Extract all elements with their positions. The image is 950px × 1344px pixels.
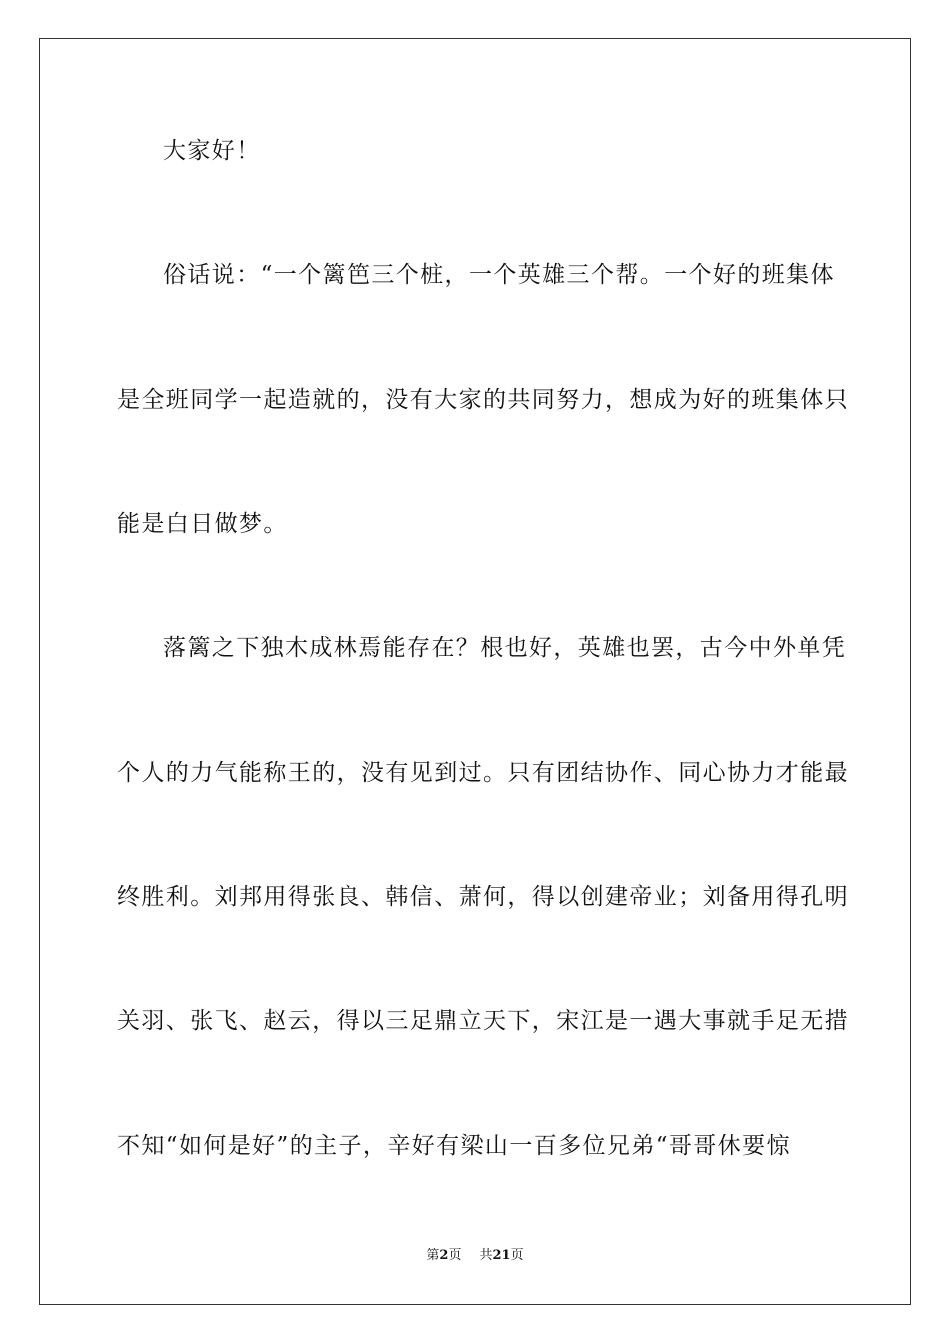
- page-suffix: 页: [448, 1248, 462, 1263]
- paragraph-1-line-2: 是全班同学一起造就的，没有大家的共同努力，想成为好的班集体只: [117, 387, 849, 413]
- paragraph-2-line-2: 个人的力气能称王的，没有见到过。只有团结协作、同心协力才能最: [117, 760, 849, 786]
- greeting-line: 大家好！: [163, 138, 261, 164]
- paragraph-1-line-1: 俗话说：“一个篱笆三个桩，一个英雄三个帮。一个好的班集体: [163, 262, 835, 288]
- paragraph-2-line-5: 不知“如何是好”的主子，辛好有梁山一百多位兄弟“哥哥休要惊: [117, 1133, 791, 1159]
- page-number: 2: [439, 1248, 449, 1263]
- paragraph-2-line-3: 终胜利。刘邦用得张良、韩信、萧何，得以创建帝业；刘备用得孔明: [117, 884, 849, 910]
- total-prefix: 共: [479, 1248, 493, 1263]
- page-footer: [0, 1247, 950, 1265]
- paragraph-2-line-1: 落篱之下独木成林焉能存在？根也好，英雄也罢，古今中外单凭: [163, 635, 847, 661]
- page-border: [39, 38, 911, 1305]
- total-suffix: 页: [510, 1248, 524, 1263]
- paragraph-1-line-3: 能是白日做梦。: [117, 511, 288, 537]
- total-pages: 21: [492, 1248, 511, 1263]
- page-prefix: 第: [426, 1248, 440, 1263]
- paragraph-2-line-4: 关羽、张飞、赵云，得以三足鼎立天下，宋江是一遇大事就手足无措: [117, 1008, 849, 1034]
